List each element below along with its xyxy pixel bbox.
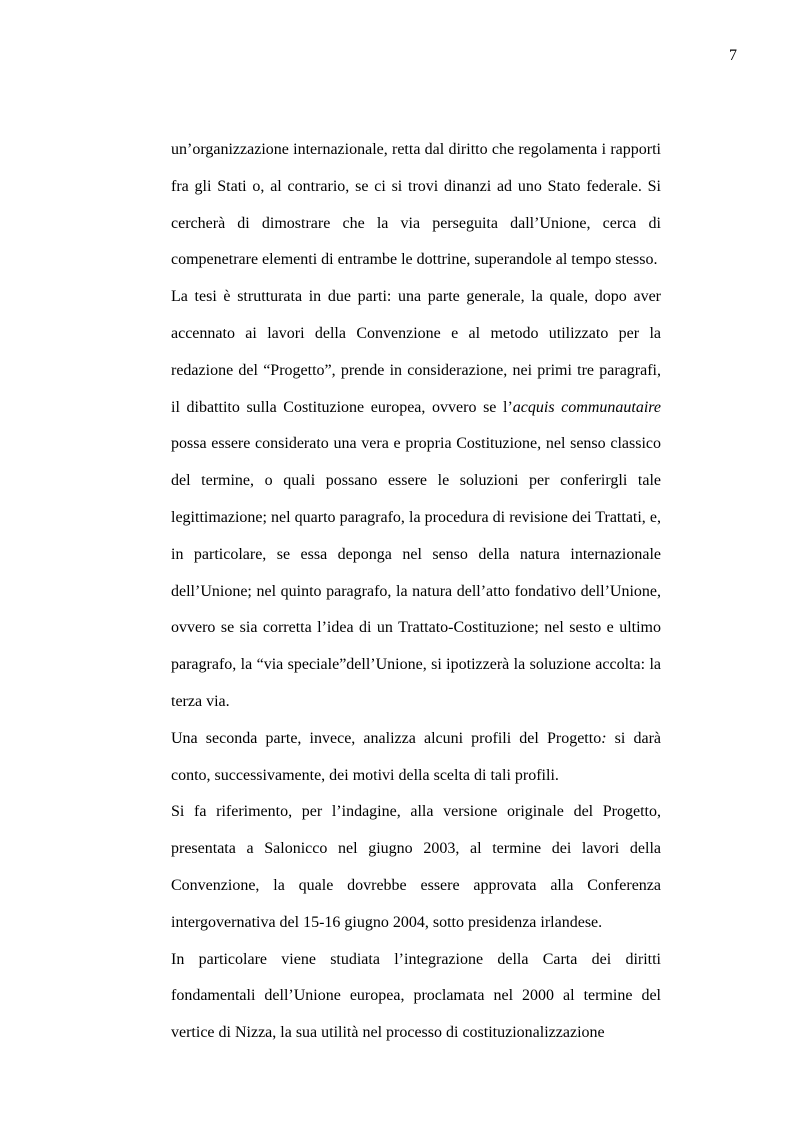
text-segment: Si fa riferimento, per l’indagine, alla versione originale del Progetto, presentata a Salonicco nel giugno 2003, al termine dei lavori della Convenzione, la quale dovrebbe essere approvata alla Conferenza intergovernativa del 15-16 giugno 2004, sotto presidenza irlandese. bbox=[171, 803, 661, 931]
italic-colon: : bbox=[601, 729, 607, 747]
text-segment: Una seconda parte, invece, analizza alcuni profili del Progetto bbox=[171, 729, 602, 747]
body-text bbox=[171, 132, 661, 1052]
italic-term-acquis: acquis communautaire bbox=[512, 398, 662, 416]
paragraph-second-part bbox=[171, 721, 661, 795]
paragraph-thesis-structure bbox=[171, 279, 661, 721]
text-segment: un’organizzazione internazionale, retta dal diritto che regolamenta i rapporti fra gli Stati o, al contrario, se ci si trovi dinanzi ad uno Stato federale. Si cercherà di dimostrare che la via perseguita dall’Unione, cerca di compenetrare elementi di entrambe le dottrine, superandole al tempo stesso. bbox=[171, 141, 661, 269]
paragraph-reference-version bbox=[171, 794, 661, 941]
paragraph-charter bbox=[171, 942, 661, 1052]
text-segment: In particolare viene studiata l’integrazione della Carta dei diritti fondamentali dell’Unione europea, proclamata nel 2000 al termine del vertice di Nizza, la sua utilità nel processo di costituzionalizzazione bbox=[171, 950, 661, 1042]
text-segment: La tesi è strutturata in due parti: una parte generale, la quale, dopo aver accennato ai lavori della Convenzione e al metodo utilizzato per la redazione del “Progetto”, prende in considerazione, nei primi tre paragrafi, il dibattito sulla Costituzione europea, ovvero se l’ bbox=[171, 288, 661, 416]
page-number: 7 bbox=[729, 47, 737, 64]
paragraph-thesis-aim bbox=[171, 132, 661, 279]
text-segment: possa essere considerato una vera e propria Costituzione, nel senso classico del termine, o quali possano essere le soluzioni per conferirgli tale legittimazione; nel quarto paragrafo, la procedura di revisione dei Trattati, e, in particolare, se essa deponga nel senso della natura internazionale dell’Unione; nel quinto paragrafo, la natura dell’atto fondativo dell’Unione, ovvero se sia corretta l’idea di un Trattato-Costituzione; nel sesto e ultimo paragrafo, la “via speciale”dell’Unione, si ipotizzerà la soluzione accolta: la terza via. bbox=[171, 435, 661, 710]
text-segment: si darà conto, successivamente, dei motivi della scelta di tali profili. bbox=[171, 729, 661, 784]
